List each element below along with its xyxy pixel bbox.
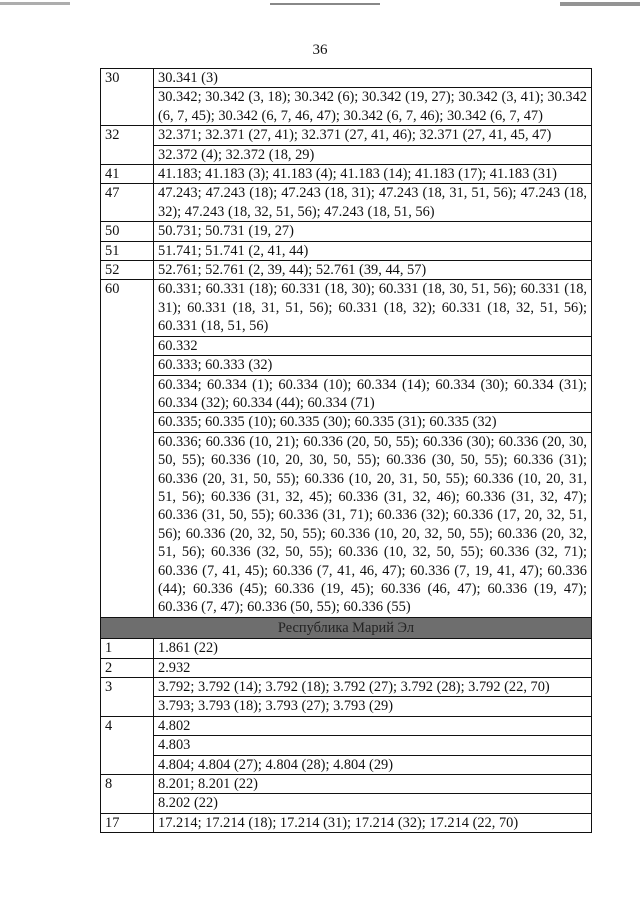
table-row	[101, 775, 592, 794]
entry-cell: 3.793; 3.793 (18); 3.793 (27); 3.793 (29)	[154, 697, 592, 716]
table-row	[101, 755, 592, 774]
table-row	[101, 432, 592, 617]
group-code: 50	[101, 222, 154, 241]
table-row	[101, 794, 592, 813]
group-code: 51	[101, 241, 154, 260]
table-row	[101, 88, 592, 126]
entry-cell: 60.335; 60.335 (10); 60.335 (30); 60.335 (31); 60.335 (32)	[154, 413, 592, 432]
group-code: 47	[101, 184, 154, 222]
group-code: 17	[101, 813, 154, 832]
region-name: Республика Марий Эл	[101, 617, 592, 638]
entry-cell: 52.761; 52.761 (2, 39, 44); 52.761 (39, 44, 57)	[154, 261, 592, 280]
table-row	[101, 413, 592, 432]
region-header-row	[101, 617, 592, 638]
table-row	[101, 356, 592, 375]
group-code: 1	[101, 639, 154, 658]
entry-cell: 60.334; 60.334 (1); 60.334 (10); 60.334 (14); 60.334 (30); 60.334 (31); 60.334 (32); 60.334 (44); 60.334 (71)	[154, 375, 592, 413]
table-row	[101, 639, 592, 658]
entry-cell: 30.342; 30.342 (3, 18); 30.342 (6); 30.342 (19, 27); 30.342 (3, 41); 30.342 (6, 7, 45); 30.342 (6, 7, 46, 47); 30.342 (6, 7, 46); 30.342 (6, 7, 47)	[154, 88, 592, 126]
entry-cell: 8.201; 8.201 (22)	[154, 775, 592, 794]
scan-artifacts	[0, 0, 640, 12]
table-row	[101, 336, 592, 355]
entry-cell: 17.214; 17.214 (18); 17.214 (31); 17.214 (32); 17.214 (22, 70)	[154, 813, 592, 832]
table-row	[101, 678, 592, 697]
table-row	[101, 165, 592, 184]
entry-cell: 4.804; 4.804 (27); 4.804 (28); 4.804 (29)	[154, 755, 592, 774]
entry-cell: 32.371; 32.371 (27, 41); 32.371 (27, 41, 46); 32.371 (27, 41, 45, 47)	[154, 126, 592, 145]
entry-cell: 32.372 (4); 32.372 (18, 29)	[154, 145, 592, 164]
group-code: 3	[101, 678, 154, 717]
table-row	[101, 736, 592, 755]
table-row	[101, 222, 592, 241]
group-code: 2	[101, 658, 154, 677]
entry-cell: 3.792; 3.792 (14); 3.792 (18); 3.792 (27); 3.792 (28); 3.792 (22, 70)	[154, 678, 592, 697]
table-row	[101, 280, 592, 336]
table-row	[101, 375, 592, 413]
page-number: 36	[312, 42, 328, 58]
entry-cell: 30.341 (3)	[154, 69, 592, 88]
group-code: 52	[101, 261, 154, 280]
table-row	[101, 697, 592, 716]
entry-cell: 4.802	[154, 716, 592, 735]
entry-cell: 41.183; 41.183 (3); 41.183 (4); 41.183 (14); 41.183 (17); 41.183 (31)	[154, 165, 592, 184]
entry-cell: 47.243; 47.243 (18); 47.243 (18, 31); 47.243 (18, 31, 51, 56); 47.243 (18, 32); 47.243 (18, 32, 51, 56); 47.243 (18, 51, 56)	[154, 184, 592, 222]
entry-cell: 60.333; 60.333 (32)	[154, 356, 592, 375]
entry-cell: 8.202 (22)	[154, 794, 592, 813]
entry-cell: 51.741; 51.741 (2, 41, 44)	[154, 241, 592, 260]
entry-cell: 2.932	[154, 658, 592, 677]
group-code: 41	[101, 165, 154, 184]
table-row	[101, 716, 592, 735]
entry-cell: 60.332	[154, 336, 592, 355]
table-row	[101, 261, 592, 280]
entry-cell: 50.731; 50.731 (19, 27)	[154, 222, 592, 241]
codes-table	[100, 68, 592, 833]
table-row	[101, 126, 592, 145]
table-row	[101, 241, 592, 260]
group-code: 4	[101, 716, 154, 774]
group-code: 8	[101, 775, 154, 814]
entry-cell: 60.331; 60.331 (18); 60.331 (18, 30); 60.331 (18, 30, 51, 56); 60.331 (18, 31); 60.331 (18, 31, 51, 56); 60.331 (18, 32); 60.331 (18, 32, 51, 56); 60.331 (18, 51, 56)	[154, 280, 592, 336]
entry-cell: 4.803	[154, 736, 592, 755]
group-code: 30	[101, 69, 154, 126]
table-row	[101, 184, 592, 222]
group-code: 32	[101, 126, 154, 165]
table-row	[101, 813, 592, 832]
entry-cell: 1.861 (22)	[154, 639, 592, 658]
group-code: 60	[101, 280, 154, 617]
table-row	[101, 69, 592, 88]
table-row	[101, 145, 592, 164]
table-row	[101, 658, 592, 677]
entry-cell: 60.336; 60.336 (10, 21); 60.336 (20, 50, 55); 60.336 (30); 60.336 (20, 30, 50, 55); 60.336 (10, 20, 30, 50, 55); 60.336 (30, 50, 55); 60.336 (31); 60.336 (20, 31, 50, 55); 60.336 (10, 20, 31, 50, 55); 60.336 (10, 20, 31, 51, 56); 60.336 (31, 32, 45); 60.336 (31, 32, 46); 60.336 (31, 32, 47); 60.336 (31, 50, 55); 60.336 (31, 71); 60.336 (32); 60.336 (17, 20, 32, 51, 56); 60.336 (20, 32, 50, 55); 60.336 (10, 20, 32, 50, 55); 60.336 (20, 32, 51, 56); 60.336 (32, 50, 55); 60.336 (10, 32, 50, 55); 60.336 (32, 71); 60.336 (7, 41, 45); 60.336 (7, 41, 46, 47); 60.336 (7, 19, 41, 47); 60.336 (44); 60.336 (45); 60.336 (19, 45); 60.336 (46, 47); 60.336 (19, 47); 60.336 (7, 47); 60.336 (50, 55); 60.336 (55)	[154, 432, 592, 617]
